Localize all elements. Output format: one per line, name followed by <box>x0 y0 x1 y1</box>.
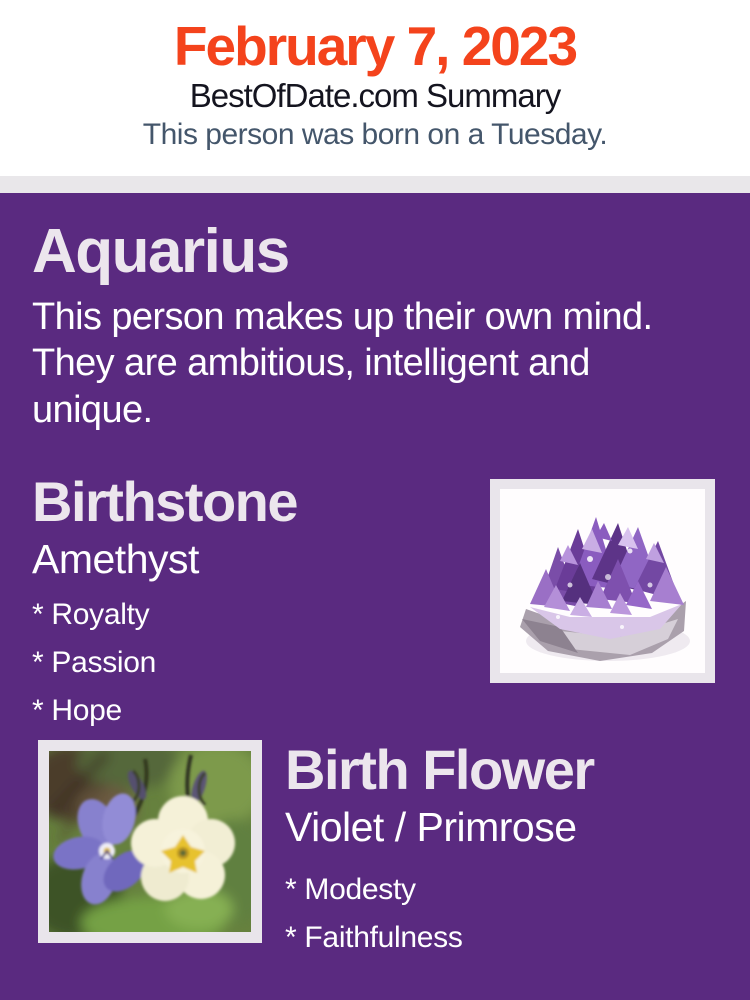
zodiac-sign-title: Aquarius <box>32 217 289 286</box>
birthstone-name: Amethyst <box>32 535 199 582</box>
birth-flower-trait: * Modesty <box>285 872 416 906</box>
amethyst-photo <box>490 479 715 683</box>
flower-illustration <box>49 751 251 932</box>
birth-flower-heading: Birth Flower <box>285 738 594 801</box>
birth-flower-name: Violet / Primrose <box>285 803 577 850</box>
weekday-tagline: This person was born on a Tuesday. <box>142 118 608 152</box>
zodiac-description: This person makes up their own mind. They are ambitious, intelligent and unique. <box>32 296 653 431</box>
date-title: February 7, 2023 <box>173 15 577 77</box>
page-header <box>0 0 750 176</box>
birth-flower-section <box>285 738 594 954</box>
birthstone-trait: * Royalty <box>32 598 150 632</box>
header-divider <box>0 176 750 193</box>
violet-primrose-photo <box>38 740 262 943</box>
summary-body <box>0 193 750 1000</box>
amethyst-illustration <box>500 489 705 673</box>
birthstone-trait: * Hope <box>32 694 122 728</box>
birthstone-trait: * Passion <box>32 646 157 680</box>
site-summary-title: BestOfDate.com Summary <box>189 76 561 114</box>
birthstone-heading: Birthstone <box>32 470 297 534</box>
birth-flower-trait: * Faithfulness <box>285 920 463 954</box>
